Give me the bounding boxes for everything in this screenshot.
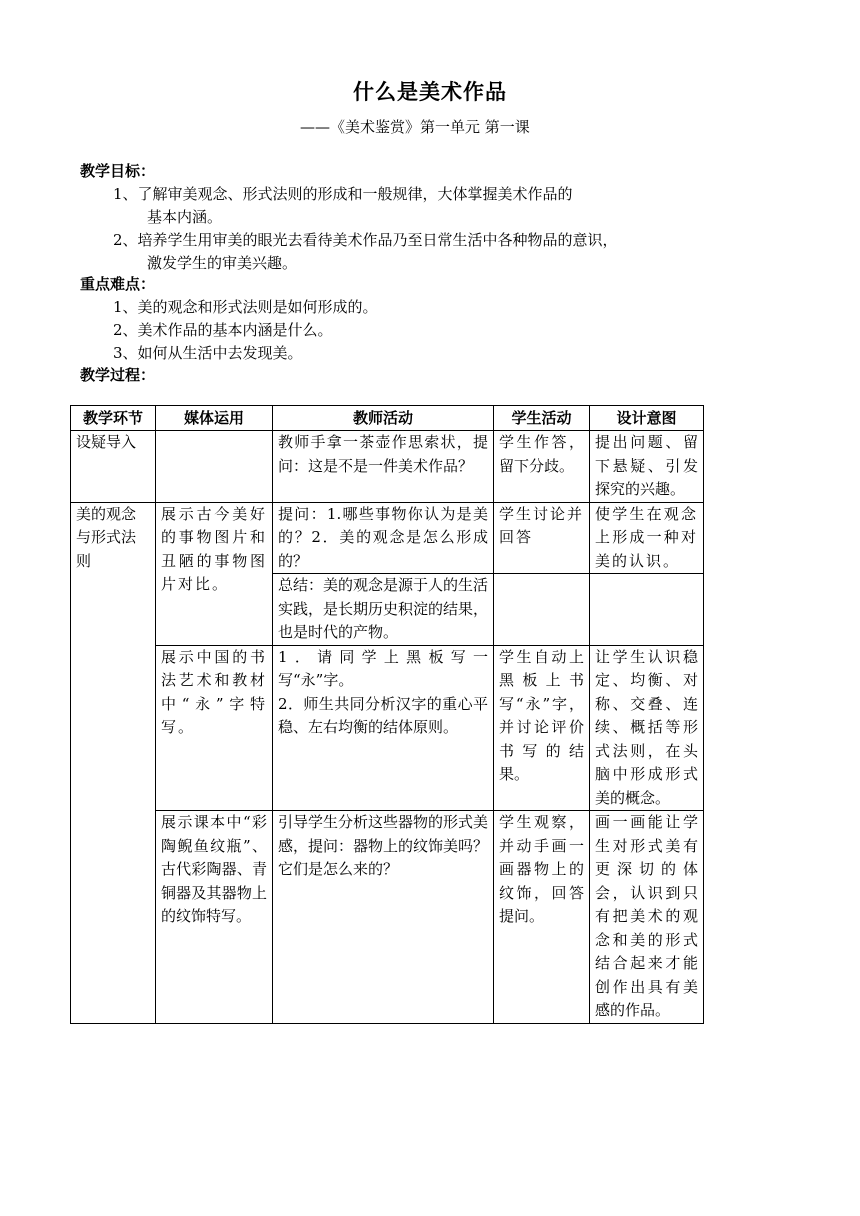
key-point-1: 1、美的观念和形式法则是如何形成的。: [113, 298, 378, 316]
teacher-activity-cell: 总结：美的观念是源于人的生活实践，是长期历史积淀的结果，也是时代的产物。: [273, 574, 494, 646]
teacher-activity-cell: 提问：1.哪些事物你认为是美的？2．美的观念是怎么形成的？: [273, 502, 494, 574]
goal-item-1-line-2: 基本内涵。: [147, 208, 223, 226]
design-intent-cell: 提出问题、留下悬疑、引发探究的兴趣。: [590, 431, 704, 503]
key-point-3: 3、如何从生活中去发现美。: [113, 344, 303, 362]
media-cell: 展示中国的书法艺术和教材中“永”字特写。: [156, 645, 273, 811]
page-subtitle: ——《美术鉴赏》第一单元 第一课: [300, 118, 530, 136]
header-teacher-activity: 教师活动: [273, 406, 494, 431]
teacher-activity-cell: 教师手拿一茶壶作思索状，提问：这是不是一件美术作品？: [273, 431, 494, 503]
header-stage: 教学环节: [71, 406, 156, 431]
stage-cell: 设疑导入: [71, 431, 156, 503]
goal-item-1-line-1: 1、了解审美观念、形式法则的形成和一般规律，大体掌握美术作品的: [113, 185, 573, 203]
goals-heading: 教学目标：: [80, 162, 156, 180]
student-activity-cell: 学生讨论并回答: [494, 502, 590, 574]
goal-item-2-line-1: 2、培养学生用审美的眼光去看待美术作品乃至日常生活中各种物品的意识，: [113, 231, 618, 249]
design-intent-cell: [590, 574, 704, 646]
table-row: [71, 431, 704, 503]
media-cell: [156, 431, 273, 503]
design-intent-cell: 让学生认识稳定、均衡、对称、交叠、连续、概括等形式法则，在头脑中形成形式美的概念。: [590, 645, 704, 811]
process-heading: 教学过程：: [80, 366, 156, 384]
table-row: [71, 502, 704, 574]
student-activity-cell: 学生观察，并动手画一画器物上的纹饰，回答提问。: [494, 811, 590, 1024]
key-points-heading: 重点难点：: [80, 275, 156, 293]
page-title: 什么是美术作品: [353, 80, 507, 104]
header-design-intent: 设计意图: [590, 406, 704, 431]
header-student-activity: 学生活动: [494, 406, 590, 431]
teacher-activity-cell: [273, 645, 494, 811]
lesson-plan-table: [70, 405, 704, 1024]
table-header-row: [71, 406, 704, 431]
table-row: [71, 645, 704, 811]
design-intent-cell: 使学生在观念上形成一种对美的认识。: [590, 502, 704, 574]
student-activity-cell: 学生作答，留下分歧。: [494, 431, 590, 503]
teacher-activity-step-2: 2．师生共同分析汉字的重心平稳、左右均衡的结体原则。: [278, 694, 488, 736]
header-media: 媒体运用: [156, 406, 273, 431]
key-point-2: 2、美术作品的基本内涵是什么。: [113, 321, 333, 339]
student-activity-cell: [494, 574, 590, 646]
stage-cell: 美的观念与形式法则: [71, 502, 156, 1023]
media-cell: 展示古今美好的事物图片和丑陋的事物图片对比。: [156, 502, 273, 645]
teacher-activity-cell: 引导学生分析这些器物的形式美感，提问：器物上的纹饰美吗？它们是怎么来的？: [273, 811, 494, 1024]
design-intent-cell: 画一画能让学生对形式美有更深切的体会，认识到只有把美术的观念和美的形式结合起来才能创作出具有美感的作品。: [590, 811, 704, 1024]
table-row: [71, 811, 704, 1024]
teacher-activity-step-1: 1．请同学上黑板写一写“永”字。: [278, 647, 488, 689]
goal-item-2-line-2: 激发学生的审美兴趣。: [147, 254, 298, 272]
media-cell: 展示课本中“彩陶鲵鱼纹瓶”、古代彩陶器、青铜器及其器物上的纹饰特写。: [156, 811, 273, 1024]
student-activity-cell: 学生自动上黑板上书写“永”字，并讨论评价书写的结果。: [494, 645, 590, 811]
